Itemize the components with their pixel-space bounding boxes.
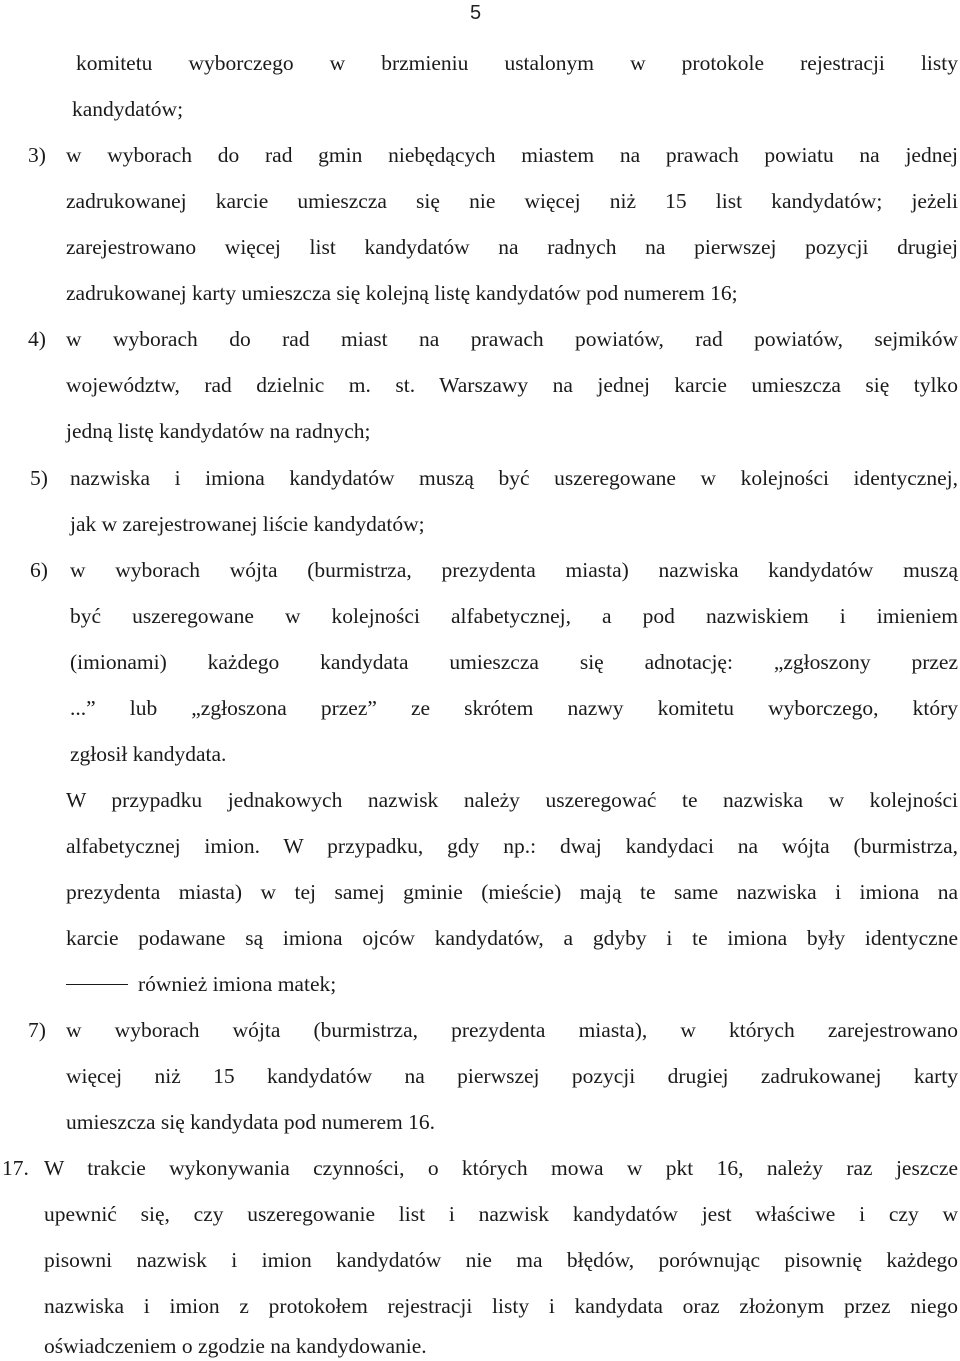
text-line: jak w zarejestrowanej liście kandydatów; xyxy=(70,512,425,536)
text-line: województw, rad dzielnic m. st. Warszawy na jednej karcie umieszcza się tylko xyxy=(66,373,958,397)
text-line: w wyborach do rad gmin niebędących miastem na prawach powiatu na jednej xyxy=(66,143,958,167)
text-line: zadrukowanej karty umieszcza się kolejną listę kandydatów pod numerem 16; xyxy=(66,281,738,305)
text-line: prezydenta miasta) w tej samej gminie (mieście) mają te same nazwiska i imiona na xyxy=(66,880,958,904)
text-line: karcie podawane są imiona ojców kandydatów, a gdyby i te imiona były identyczne xyxy=(66,926,958,950)
text-line: W trakcie wykonywania czynności, o których mowa w pkt 16, należy raz jeszcze xyxy=(44,1156,958,1180)
text-line: upewnić się, czy uszeregowanie list i nazwisk kandydatów jest właściwe i czy w xyxy=(44,1202,958,1226)
list-number: 6) xyxy=(30,558,48,582)
text-line: zgłosił kandydata. xyxy=(70,742,227,766)
text-line: pisowni nazwisk i imion kandydatów nie ma błędów, porównując pisownię każdego xyxy=(44,1248,958,1272)
text-line: w wyborach do rad miast na prawach powiatów, rad powiatów, sejmików xyxy=(66,327,958,351)
text-line: nazwiska i imiona kandydatów muszą być uszeregowane w kolejności identycznej, xyxy=(70,466,958,490)
em-dash-rule xyxy=(66,984,128,985)
text-line: umieszcza się kandydata pod numerem 16. xyxy=(66,1110,435,1134)
text-line: ...” lub „zgłoszona przez” ze skrótem nazwy komitetu wyborczego, który xyxy=(70,696,958,720)
text-line: zarejestrowano więcej list kandydatów na radnych na pierwszej pozycji drugiej xyxy=(66,235,958,259)
text-line: (imionami) każdego kandydata umieszcza się adnotację: „zgłoszony przez xyxy=(70,650,958,674)
text-line: komitetu wyborczego w brzmieniu ustalonym w protokole rejestracji listy xyxy=(76,51,958,75)
text-line xyxy=(66,969,336,999)
text-line: w wyborach wójta (burmistrza, prezydenta miasta) nazwiska kandydatów muszą xyxy=(70,558,958,582)
text-line: oświadczeniem o zgodzie na kandydowanie. xyxy=(44,1334,427,1358)
text-line: nazwiska i imion z protokołem rejestracji listy i kandydata oraz złożonym przez niego xyxy=(44,1294,958,1318)
page-number: 5 xyxy=(470,2,482,24)
list-number: 4) xyxy=(28,327,46,351)
section-number: 17. xyxy=(2,1156,29,1180)
list-number: 7) xyxy=(28,1018,46,1042)
text-line: więcej niż 15 kandydatów na pierwszej pozycji drugiej zadrukowanej karty xyxy=(66,1064,958,1088)
text-line: zadrukowanej karcie umieszcza się nie więcej niż 15 list kandydatów; jeżeli xyxy=(66,189,958,213)
text-line: kandydatów; xyxy=(72,97,184,121)
list-number: 3) xyxy=(28,143,46,167)
text-line: jedną listę kandydatów na radnych; xyxy=(66,419,371,443)
list-number: 5) xyxy=(30,466,48,490)
text-line: być uszeregowane w kolejności alfabetycznej, a pod nazwiskiem i imieniem xyxy=(70,604,958,628)
text-line: w wyborach wójta (burmistrza, prezydenta miasta), w których zarejestrowano xyxy=(66,1018,958,1042)
text-line: alfabetycznej imion. W przypadku, gdy np.: dwaj kandydaci na wójta (burmistrza, xyxy=(66,834,958,858)
text-line-content: również imiona matek; xyxy=(138,972,337,996)
text-line: W przypadku jednakowych nazwisk należy uszeregować te nazwiska w kolejności xyxy=(66,788,958,812)
